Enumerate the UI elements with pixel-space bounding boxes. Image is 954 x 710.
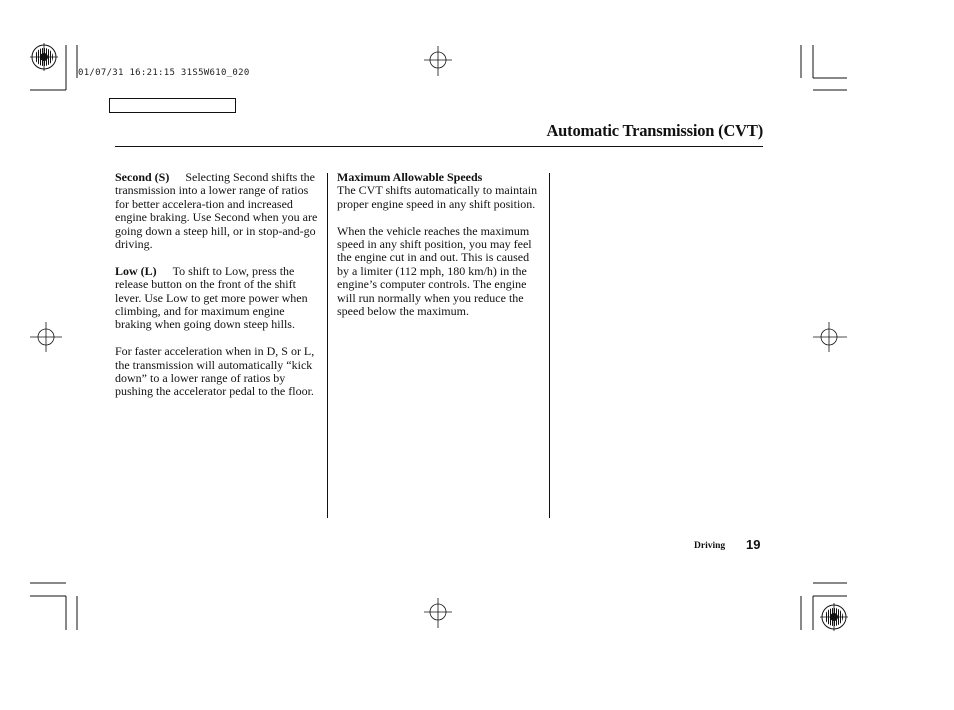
footer-section-label: Driving [694, 541, 726, 551]
max-speeds-heading: Maximum Allowable Speeds [337, 170, 483, 184]
print-timestamp: 01/07/31 16:21:15 31S5W610_020 [78, 68, 250, 78]
low-text: To shift to Low, press the release button on the front of the shift lever. Use Low to get more power when climbing, and for maximum engine braking when going down steep hills. [115, 263, 308, 332]
page-number: 19 [746, 537, 761, 552]
column-divider-1 [327, 173, 328, 518]
limiter-paragraph: When the vehicle reaches the maximum speed in any shift position, you may feel the engine cut in and out. This is caused by a limiter (112 mph, 180 km/h) in the engine’s computer controls. The engine will run normally when you reduce the speed below the maximum. [337, 223, 532, 319]
second-text: Selecting Second shifts the transmission into a lower range of ratios for better accelera-tion and increased engine braking. Use Second when you are going down a steep hill, or in stop-and-go driving. [115, 170, 318, 252]
second-paragraph [115, 171, 319, 251]
low-heading: Low (L) [115, 263, 157, 278]
kickdown-paragraph: For faster acceleration when in D, S or L, the transmission will automatically “kick down” to a lower range of ratios by pushing the accelerator pedal to the floor. [115, 344, 315, 399]
middle-column [337, 171, 543, 332]
column-divider-2 [549, 173, 550, 518]
max-speeds-text: The CVT shifts automatically to maintain proper engine speed in any shift position. [337, 183, 538, 211]
second-heading: Second (S) [115, 170, 170, 184]
max-speeds-paragraph [337, 171, 543, 211]
left-column [115, 171, 319, 412]
page-title: Automatic Transmission (CVT) [546, 121, 763, 140]
low-paragraph [115, 265, 319, 332]
title-divider [115, 146, 763, 147]
header-box [109, 98, 236, 113]
